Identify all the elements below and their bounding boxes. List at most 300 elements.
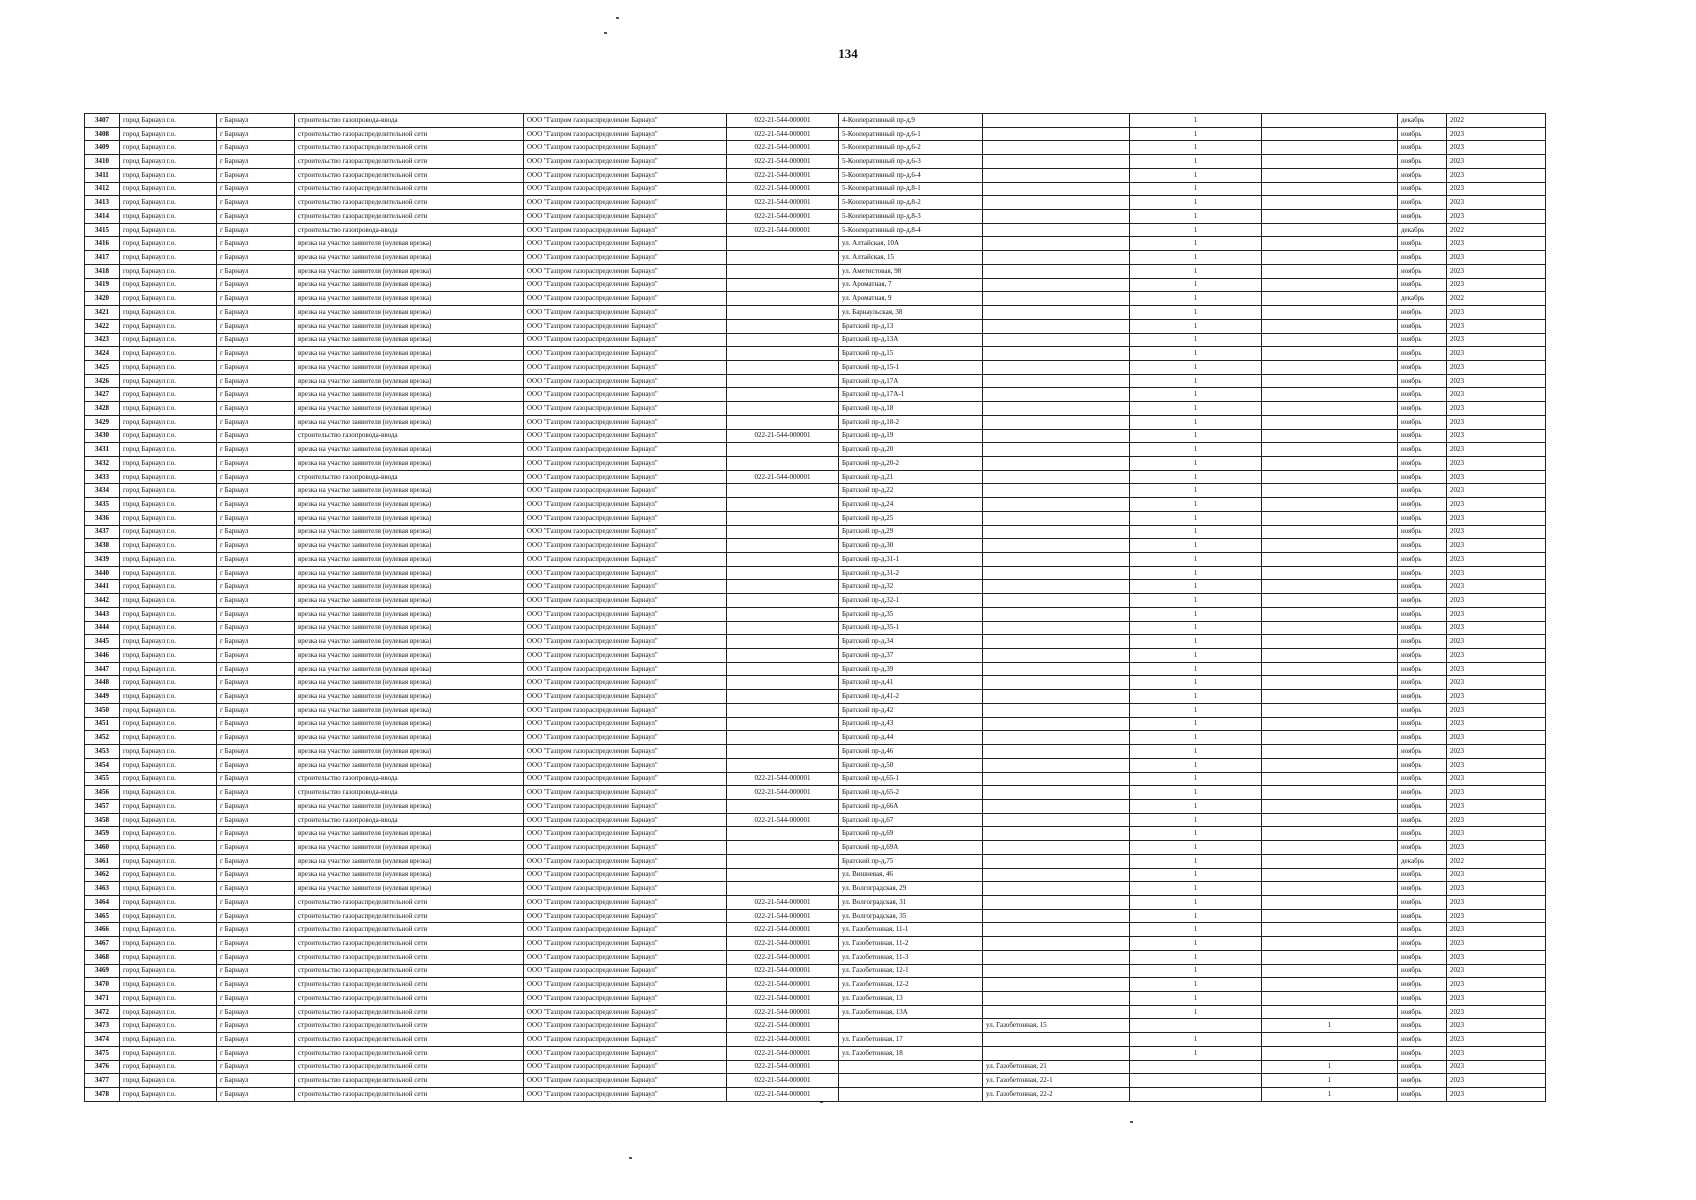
extra-address-cell	[983, 196, 1130, 210]
year-cell: 2023	[1447, 141, 1546, 155]
organization-cell: ООО "Газпром газораспределение Барнаул"	[524, 196, 727, 210]
permit-number-cell: 022-21-544-000001	[727, 964, 839, 978]
month-cell: ноябрь	[1398, 1033, 1447, 1047]
quantity-extra-cell	[1262, 470, 1398, 484]
district-cell: город Барнаул г.о.	[120, 703, 217, 717]
district-cell: город Барнаул г.о.	[120, 607, 217, 621]
quantity-cell: 1	[1130, 470, 1262, 484]
object-address-cell: 5-Кооперативный пр-д,8-4	[839, 223, 983, 237]
organization-cell: ООО "Газпром газораспределение Барнаул"	[524, 950, 727, 964]
year-cell: 2023	[1447, 937, 1546, 951]
permit-number-cell	[727, 553, 839, 567]
year-cell: 2023	[1447, 607, 1546, 621]
quantity-extra-cell	[1262, 1046, 1398, 1060]
year-cell: 2023	[1447, 306, 1546, 320]
district-cell: город Барнаул г.о.	[120, 868, 217, 882]
work-type-cell: врезка на участке заявителя (нулевая врезка)	[295, 306, 524, 320]
organization-cell: ООО "Газпром газораспределение Барнаул"	[524, 388, 727, 402]
quantity-cell: 1	[1130, 251, 1262, 265]
year-cell: 2023	[1447, 470, 1546, 484]
permit-number-cell: 022-21-544-000001	[727, 1005, 839, 1019]
locality-cell: г Барнаул	[217, 388, 295, 402]
extra-address-cell	[983, 443, 1130, 457]
object-address-cell	[839, 1088, 983, 1102]
table-row	[85, 141, 1546, 155]
year-cell: 2023	[1447, 251, 1546, 265]
work-type-cell: врезка на участке заявителя (нулевая врезка)	[295, 278, 524, 292]
row-number-cell: 3455	[85, 772, 120, 786]
organization-cell: ООО "Газпром газораспределение Барнаул"	[524, 676, 727, 690]
table-row	[85, 388, 1546, 402]
object-address-cell: Братский пр-д,41	[839, 676, 983, 690]
locality-cell: г Барнаул	[217, 950, 295, 964]
object-address-cell: Братский пр-д,17А-1	[839, 388, 983, 402]
quantity-extra-cell: 1	[1262, 1019, 1398, 1033]
permit-number-cell	[727, 525, 839, 539]
work-type-cell: врезка на участке заявителя (нулевая врезка)	[295, 402, 524, 416]
locality-cell: г Барнаул	[217, 717, 295, 731]
month-cell: ноябрь	[1398, 690, 1447, 704]
permit-number-cell	[727, 237, 839, 251]
district-cell: город Барнаул г.о.	[120, 731, 217, 745]
year-cell: 2023	[1447, 484, 1546, 498]
permit-number-cell	[727, 827, 839, 841]
work-type-cell: врезка на участке заявителя (нулевая врезка)	[295, 443, 524, 457]
table-row	[85, 895, 1546, 909]
permit-number-cell: 022-21-544-000001	[727, 155, 839, 169]
district-cell: город Барнаул г.о.	[120, 882, 217, 896]
object-address-cell: Братский пр-д,31-1	[839, 553, 983, 567]
table-row	[85, 429, 1546, 443]
permit-number-cell: 022-21-544-000001	[727, 1019, 839, 1033]
organization-cell: ООО "Газпром газораспределение Барнаул"	[524, 306, 727, 320]
extra-address-cell	[983, 456, 1130, 470]
object-address-cell: Братский пр-д,41-2	[839, 690, 983, 704]
quantity-extra-cell	[1262, 649, 1398, 663]
quantity-extra-cell	[1262, 525, 1398, 539]
row-number-cell: 3427	[85, 388, 120, 402]
locality-cell: г Барнаул	[217, 155, 295, 169]
organization-cell: ООО "Газпром газораспределение Барнаул"	[524, 415, 727, 429]
locality-cell: г Барнаул	[217, 251, 295, 265]
year-cell: 2023	[1447, 168, 1546, 182]
row-number-cell: 3471	[85, 992, 120, 1006]
permit-number-cell: 022-21-544-000001	[727, 786, 839, 800]
month-cell: ноябрь	[1398, 786, 1447, 800]
year-cell: 2023	[1447, 553, 1546, 567]
work-type-cell: строительство газопровода-ввода	[295, 786, 524, 800]
organization-cell: ООО "Газпром газораспределение Барнаул"	[524, 703, 727, 717]
quantity-cell: 1	[1130, 950, 1262, 964]
object-address-cell: Братский пр-д,24	[839, 498, 983, 512]
quantity-cell: 1	[1130, 388, 1262, 402]
extra-address-cell	[983, 470, 1130, 484]
work-type-cell: врезка на участке заявителя (нулевая врезка)	[295, 566, 524, 580]
table-row	[85, 1033, 1546, 1047]
permit-number-cell: 022-21-544-000001	[727, 168, 839, 182]
extra-address-cell	[983, 745, 1130, 759]
quantity-cell: 1	[1130, 868, 1262, 882]
organization-cell: ООО "Газпром газораспределение Барнаул"	[524, 923, 727, 937]
quantity-extra-cell	[1262, 278, 1398, 292]
quantity-extra-cell	[1262, 388, 1398, 402]
object-address-cell: Братский пр-д,46	[839, 745, 983, 759]
work-type-cell: врезка на участке заявителя (нулевая врезка)	[295, 415, 524, 429]
district-cell: город Барнаул г.о.	[120, 210, 217, 224]
object-address-cell: Братский пр-д,31-2	[839, 566, 983, 580]
quantity-cell	[1130, 1060, 1262, 1074]
row-number-cell: 3408	[85, 127, 120, 141]
table-row	[85, 1074, 1546, 1088]
table-row	[85, 319, 1546, 333]
permit-number-cell	[727, 607, 839, 621]
row-number-cell: 3407	[85, 114, 120, 128]
extra-address-cell	[983, 388, 1130, 402]
extra-address-cell	[983, 731, 1130, 745]
district-cell: город Барнаул г.о.	[120, 1074, 217, 1088]
permit-number-cell	[727, 758, 839, 772]
year-cell: 2023	[1447, 429, 1546, 443]
work-type-cell: строительство газораспределительной сети	[295, 992, 524, 1006]
locality-cell: г Барнаул	[217, 1019, 295, 1033]
month-cell: ноябрь	[1398, 621, 1447, 635]
table-row	[85, 992, 1546, 1006]
quantity-cell: 1	[1130, 168, 1262, 182]
quantity-extra-cell	[1262, 909, 1398, 923]
locality-cell: г Барнаул	[217, 539, 295, 553]
quantity-cell: 1	[1130, 992, 1262, 1006]
locality-cell: г Барнаул	[217, 799, 295, 813]
locality-cell: г Барнаул	[217, 347, 295, 361]
locality-cell: г Барнаул	[217, 649, 295, 663]
permit-number-cell	[727, 745, 839, 759]
work-type-cell: врезка на участке заявителя (нулевая врезка)	[295, 347, 524, 361]
year-cell: 2023	[1447, 841, 1546, 855]
extra-address-cell	[983, 292, 1130, 306]
table-row	[85, 511, 1546, 525]
work-type-cell: строительство газораспределительной сети	[295, 1005, 524, 1019]
locality-cell: г Барнаул	[217, 470, 295, 484]
month-cell: ноябрь	[1398, 360, 1447, 374]
table-row	[85, 717, 1546, 731]
object-address-cell: ул. Газобетонная, 12-2	[839, 978, 983, 992]
quantity-extra-cell	[1262, 854, 1398, 868]
extra-address-cell	[983, 868, 1130, 882]
year-cell: 2023	[1447, 882, 1546, 896]
row-number-cell: 3453	[85, 745, 120, 759]
year-cell: 2023	[1447, 690, 1546, 704]
table-row	[85, 813, 1546, 827]
permit-number-cell: 022-21-544-000001	[727, 127, 839, 141]
table-row	[85, 360, 1546, 374]
organization-cell: ООО "Газпром газораспределение Барнаул"	[524, 690, 727, 704]
object-address-cell: 5-Кооперативный пр-д,6-1	[839, 127, 983, 141]
organization-cell: ООО "Газпром газораспределение Барнаул"	[524, 731, 727, 745]
object-address-cell: Братский пр-д,65-1	[839, 772, 983, 786]
permit-number-cell	[727, 374, 839, 388]
year-cell: 2023	[1447, 978, 1546, 992]
extra-address-cell	[983, 580, 1130, 594]
extra-address-cell	[983, 539, 1130, 553]
work-type-cell: врезка на участке заявителя (нулевая врезка)	[295, 292, 524, 306]
month-cell: ноябрь	[1398, 155, 1447, 169]
row-number-cell: 3464	[85, 895, 120, 909]
locality-cell: г Барнаул	[217, 223, 295, 237]
work-type-cell: строительство газопровода-ввода	[295, 114, 524, 128]
row-number-cell: 3433	[85, 470, 120, 484]
year-cell: 2023	[1447, 511, 1546, 525]
year-cell: 2023	[1447, 525, 1546, 539]
object-address-cell: ул. Газобетонная, 11-3	[839, 950, 983, 964]
table-row	[85, 1005, 1546, 1019]
district-cell: город Барнаул г.о.	[120, 141, 217, 155]
organization-cell: ООО "Газпром газораспределение Барнаул"	[524, 1019, 727, 1033]
extra-address-cell	[983, 484, 1130, 498]
extra-address-cell	[983, 662, 1130, 676]
work-type-cell: врезка на участке заявителя (нулевая врезка)	[295, 882, 524, 896]
permit-number-cell: 022-21-544-000001	[727, 182, 839, 196]
year-cell: 2023	[1447, 388, 1546, 402]
row-number-cell: 3425	[85, 360, 120, 374]
quantity-cell: 1	[1130, 196, 1262, 210]
table-row	[85, 937, 1546, 951]
work-type-cell: врезка на участке заявителя (нулевая врезка)	[295, 525, 524, 539]
row-number-cell: 3440	[85, 566, 120, 580]
organization-cell: ООО "Газпром газораспределение Барнаул"	[524, 992, 727, 1006]
organization-cell: ООО "Газпром газораспределение Барнаул"	[524, 1060, 727, 1074]
extra-address-cell: ул. Газобетонная, 21	[983, 1060, 1130, 1074]
work-type-cell: строительство газораспределительной сети	[295, 1033, 524, 1047]
object-address-cell: Братский пр-д,35	[839, 607, 983, 621]
locality-cell: г Барнаул	[217, 306, 295, 320]
district-cell: город Барнаул г.о.	[120, 649, 217, 663]
district-cell: город Барнаул г.о.	[120, 841, 217, 855]
month-cell: ноябрь	[1398, 703, 1447, 717]
permit-number-cell: 022-21-544-000001	[727, 1033, 839, 1047]
row-number-cell: 3411	[85, 168, 120, 182]
locality-cell: г Барнаул	[217, 1033, 295, 1047]
quantity-extra-cell	[1262, 594, 1398, 608]
year-cell: 2023	[1447, 745, 1546, 759]
permit-number-cell	[727, 333, 839, 347]
locality-cell: г Барнаул	[217, 978, 295, 992]
month-cell: ноябрь	[1398, 662, 1447, 676]
quantity-cell: 1	[1130, 443, 1262, 457]
scan-speck	[629, 1157, 632, 1159]
quantity-extra-cell: 1	[1262, 1088, 1398, 1102]
table-row	[85, 964, 1546, 978]
organization-cell: ООО "Газпром газораспределение Барнаул"	[524, 210, 727, 224]
work-type-cell: врезка на участке заявителя (нулевая врезка)	[295, 511, 524, 525]
row-number-cell: 3443	[85, 607, 120, 621]
year-cell: 2023	[1447, 278, 1546, 292]
row-number-cell: 3449	[85, 690, 120, 704]
quantity-extra-cell	[1262, 758, 1398, 772]
locality-cell: г Барнаул	[217, 1046, 295, 1060]
work-type-cell: строительство газопровода-ввода	[295, 772, 524, 786]
work-type-cell: строительство газораспределительной сети	[295, 1088, 524, 1102]
district-cell: город Барнаул г.о.	[120, 827, 217, 841]
year-cell: 2023	[1447, 1074, 1546, 1088]
object-address-cell: Братский пр-д,25	[839, 511, 983, 525]
locality-cell: г Барнаул	[217, 580, 295, 594]
organization-cell: ООО "Газпром газораспределение Барнаул"	[524, 264, 727, 278]
quantity-cell: 1	[1130, 347, 1262, 361]
locality-cell: г Барнаул	[217, 443, 295, 457]
year-cell: 2023	[1447, 237, 1546, 251]
quantity-cell: 1	[1130, 895, 1262, 909]
quantity-cell: 1	[1130, 923, 1262, 937]
extra-address-cell	[983, 402, 1130, 416]
work-type-cell: строительство газораспределительной сети	[295, 950, 524, 964]
row-number-cell: 3431	[85, 443, 120, 457]
district-cell: город Барнаул г.о.	[120, 772, 217, 786]
quantity-cell: 1	[1130, 703, 1262, 717]
quantity-extra-cell	[1262, 731, 1398, 745]
organization-cell: ООО "Газпром газораспределение Барнаул"	[524, 333, 727, 347]
locality-cell: г Барнаул	[217, 841, 295, 855]
row-number-cell: 3463	[85, 882, 120, 896]
month-cell: декабрь	[1398, 854, 1447, 868]
district-cell: город Барнаул г.о.	[120, 456, 217, 470]
month-cell: ноябрь	[1398, 415, 1447, 429]
month-cell: ноябрь	[1398, 649, 1447, 663]
year-cell: 2023	[1447, 415, 1546, 429]
permit-number-cell	[727, 868, 839, 882]
quantity-cell: 1	[1130, 525, 1262, 539]
locality-cell: г Барнаул	[217, 333, 295, 347]
locality-cell: г Барнаул	[217, 827, 295, 841]
quantity-extra-cell	[1262, 964, 1398, 978]
work-type-cell: строительство газораспределительной сети	[295, 141, 524, 155]
object-address-cell: 5-Кооперативный пр-д,8-1	[839, 182, 983, 196]
row-number-cell: 3428	[85, 402, 120, 416]
district-cell: город Барнаул г.о.	[120, 553, 217, 567]
table-row	[85, 443, 1546, 457]
work-type-cell: строительство газораспределительной сети	[295, 1074, 524, 1088]
permit-number-cell	[727, 676, 839, 690]
table-row	[85, 607, 1546, 621]
month-cell: ноябрь	[1398, 868, 1447, 882]
year-cell: 2022	[1447, 854, 1546, 868]
permit-number-cell	[727, 264, 839, 278]
object-address-cell: Братский пр-д,35-1	[839, 621, 983, 635]
extra-address-cell	[983, 347, 1130, 361]
permit-number-cell: 022-21-544-000001	[727, 470, 839, 484]
month-cell: ноябрь	[1398, 827, 1447, 841]
year-cell: 2023	[1447, 1019, 1546, 1033]
extra-address-cell	[983, 813, 1130, 827]
district-cell: город Барнаул г.о.	[120, 333, 217, 347]
row-number-cell: 3446	[85, 649, 120, 663]
district-cell: город Барнаул г.о.	[120, 1033, 217, 1047]
extra-address-cell	[983, 114, 1130, 128]
work-type-cell: строительство газораспределительной сети	[295, 182, 524, 196]
month-cell: ноябрь	[1398, 992, 1447, 1006]
organization-cell: ООО "Газпром газораспределение Барнаул"	[524, 882, 727, 896]
month-cell: ноябрь	[1398, 237, 1447, 251]
row-number-cell: 3436	[85, 511, 120, 525]
month-cell: ноябрь	[1398, 895, 1447, 909]
year-cell: 2023	[1447, 992, 1546, 1006]
year-cell: 2023	[1447, 786, 1546, 800]
organization-cell: ООО "Газпром газораспределение Барнаул"	[524, 168, 727, 182]
year-cell: 2023	[1447, 374, 1546, 388]
locality-cell: г Барнаул	[217, 415, 295, 429]
quantity-extra-cell	[1262, 484, 1398, 498]
table-row	[85, 237, 1546, 251]
quantity-cell: 1	[1130, 827, 1262, 841]
district-cell: город Барнаул г.о.	[120, 484, 217, 498]
quantity-extra-cell	[1262, 210, 1398, 224]
year-cell: 2023	[1447, 868, 1546, 882]
quantity-cell: 1	[1130, 292, 1262, 306]
locality-cell: г Барнаул	[217, 937, 295, 951]
organization-cell: ООО "Газпром газораспределение Барнаул"	[524, 745, 727, 759]
work-type-cell: врезка на участке заявителя (нулевая врезка)	[295, 635, 524, 649]
year-cell: 2023	[1447, 264, 1546, 278]
extra-address-cell	[983, 1046, 1130, 1060]
locality-cell: г Барнаул	[217, 210, 295, 224]
quantity-cell: 1	[1130, 745, 1262, 759]
quantity-cell: 1	[1130, 360, 1262, 374]
year-cell: 2023	[1447, 196, 1546, 210]
object-address-cell: Братский пр-д,75	[839, 854, 983, 868]
organization-cell: ООО "Газпром газораспределение Барнаул"	[524, 580, 727, 594]
month-cell: ноябрь	[1398, 745, 1447, 759]
year-cell: 2023	[1447, 1060, 1546, 1074]
locality-cell: г Барнаул	[217, 662, 295, 676]
organization-cell: ООО "Газпром газораспределение Барнаул"	[524, 758, 727, 772]
locality-cell: г Барнаул	[217, 992, 295, 1006]
extra-address-cell	[983, 237, 1130, 251]
year-cell: 2023	[1447, 827, 1546, 841]
permit-number-cell	[727, 703, 839, 717]
year-cell: 2023	[1447, 813, 1546, 827]
month-cell: ноябрь	[1398, 580, 1447, 594]
district-cell: город Барнаул г.о.	[120, 292, 217, 306]
object-address-cell: Братский пр-д,22	[839, 484, 983, 498]
permit-number-cell: 022-21-544-000001	[727, 210, 839, 224]
district-cell: город Барнаул г.о.	[120, 909, 217, 923]
locality-cell: г Барнаул	[217, 621, 295, 635]
extra-address-cell	[983, 306, 1130, 320]
extra-address-cell	[983, 319, 1130, 333]
row-number-cell: 3442	[85, 594, 120, 608]
month-cell: ноябрь	[1398, 799, 1447, 813]
quantity-extra-cell	[1262, 923, 1398, 937]
district-cell: город Барнаул г.о.	[120, 1088, 217, 1102]
row-number-cell: 3423	[85, 333, 120, 347]
table-row	[85, 854, 1546, 868]
work-type-cell: строительство газораспределительной сети	[295, 127, 524, 141]
quantity-cell: 1	[1130, 799, 1262, 813]
object-address-cell: Братский пр-д,42	[839, 703, 983, 717]
locality-cell: г Барнаул	[217, 141, 295, 155]
month-cell: ноябрь	[1398, 306, 1447, 320]
district-cell: город Барнаул г.о.	[120, 690, 217, 704]
year-cell: 2023	[1447, 333, 1546, 347]
object-address-cell: ул. Газобетонная, 11-1	[839, 923, 983, 937]
year-cell: 2023	[1447, 662, 1546, 676]
permit-number-cell	[727, 649, 839, 663]
table-row	[85, 731, 1546, 745]
object-address-cell: ул. Газобетонная, 12-1	[839, 964, 983, 978]
work-type-cell: строительство газораспределительной сети	[295, 909, 524, 923]
organization-cell: ООО "Газпром газораспределение Барнаул"	[524, 251, 727, 265]
quantity-cell: 1	[1130, 1005, 1262, 1019]
extra-address-cell	[983, 360, 1130, 374]
